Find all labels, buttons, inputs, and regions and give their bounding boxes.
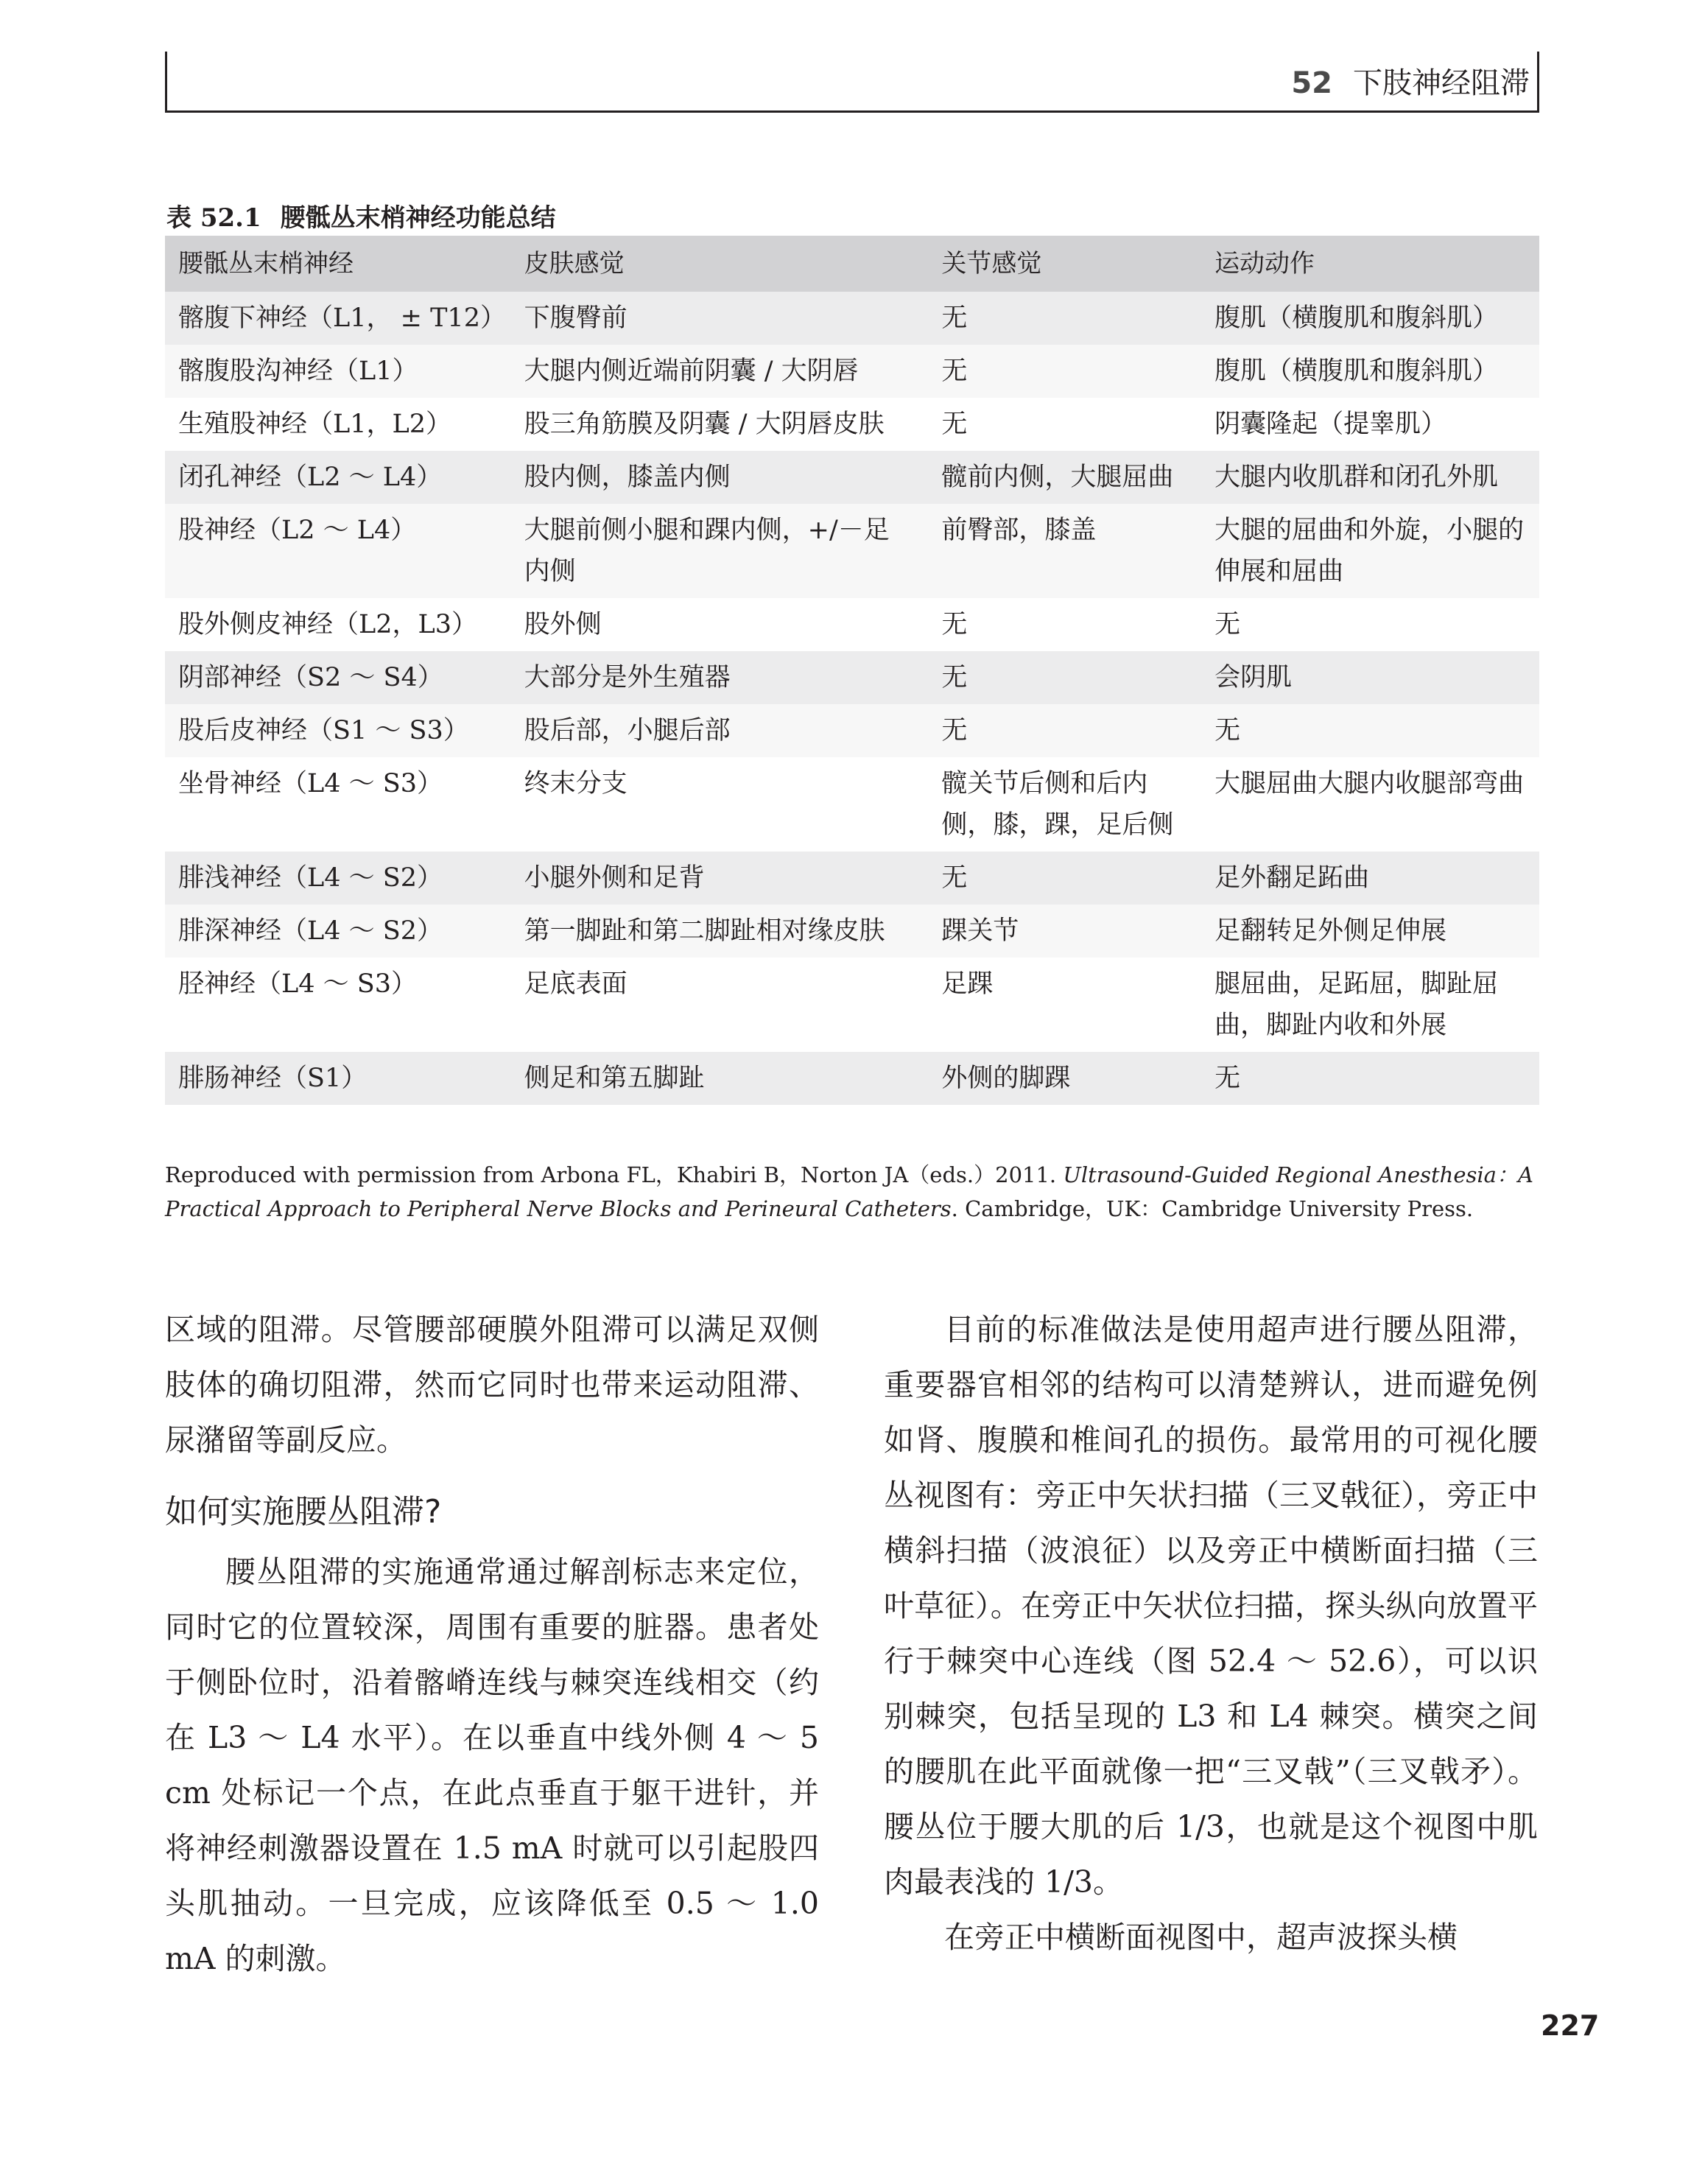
- table-cell: 腿屈曲，足跖屈，脚趾屈曲，脚趾内收和外展: [1201, 958, 1539, 1052]
- header-rule-bottom: [165, 110, 1539, 113]
- table-cell: 阴部神经（S2 ～ S4）: [165, 651, 511, 704]
- left-text-column: [165, 1302, 819, 1987]
- table-cell: 足踝: [928, 958, 1201, 1052]
- table-cell: 大部分是外生殖器: [511, 651, 929, 704]
- table-cell: 无: [1201, 704, 1539, 757]
- table-cell: 阴囊隆起（提睾肌）: [1201, 398, 1539, 451]
- table-cell: 股后部，小腿后部: [511, 704, 929, 757]
- table-row: [165, 958, 1539, 1052]
- chapter-number: 52: [1291, 66, 1332, 100]
- table-cell: 第一脚趾和第二脚趾相对缘皮肤: [511, 905, 929, 958]
- table-cell: 无: [928, 292, 1201, 345]
- table-row: [165, 451, 1539, 504]
- table-cell: 大腿屈曲大腿内收腿部弯曲: [1201, 757, 1539, 852]
- body-paragraph: 目前的标准做法是使用超声进行腰丛阻滞，重要器官相邻的结构可以清楚辨认，进而避免例如肾、腹膜和椎间孔的损伤。最常用的可视化腰丛视图有：旁正中矢状扫描（三叉戟征），旁正中横斜扫描（波浪征）以及旁正中横断面扫描（三叶草征）。在旁正中矢状位扫描，探头纵向放置平行于棘突中心连线（图 52.4 ～ 52.6），可以识别棘突，包括呈现的 L3 和 L4 棘突。横突之间的腰肌在此平面就像一把“三叉戟”（三叉戟矛）。腰丛位于腰大肌的后 1/3，也就是这个视图中肌肉最表浅的 1/3。: [884, 1312, 1538, 1900]
- table-cell: 足底表面: [511, 958, 929, 1052]
- table-cell: 闭孔神经（L2 ～ L4）: [165, 451, 511, 504]
- table-cell: 无: [928, 398, 1201, 451]
- table-cell: 腹肌（横腹肌和腹斜肌）: [1201, 345, 1539, 398]
- table-cell: 股三角筋膜及阴囊 / 大阴唇皮肤: [511, 398, 929, 451]
- chapter-title: 下肢神经阻滞: [1353, 66, 1530, 100]
- table-cell: 腓浅神经（L4 ～ S2）: [165, 852, 511, 905]
- table-cell: 足翻转足外侧足伸展: [1201, 905, 1539, 958]
- table-caption: [166, 197, 556, 234]
- table-cell: 生殖股神经（L1，L2）: [165, 398, 511, 451]
- table-cell: 侧足和第五脚趾: [511, 1052, 929, 1105]
- table-cell: 小腿外侧和足背: [511, 852, 929, 905]
- table-cell: 无: [928, 852, 1201, 905]
- table-row: [165, 704, 1539, 757]
- table-cell: 股后皮神经（S1 ～ S3）: [165, 704, 511, 757]
- table-row: [165, 852, 1539, 905]
- column-header-motor: 运动动作: [1201, 236, 1539, 292]
- table-header-row: [165, 236, 1539, 292]
- table-cell: 踝关节: [928, 905, 1201, 958]
- table-row: [165, 345, 1539, 398]
- table-cell: 无: [928, 598, 1201, 651]
- column-header-cutaneous: 皮肤感觉: [511, 236, 929, 292]
- body-paragraph: 区域的阻滞。尽管腰部硬膜外阻滞可以满足双侧肢体的确切阻滞，然而它同时也带来运动阻滞、尿潴留等副反应。: [165, 1312, 819, 1458]
- table-cell: 无: [1201, 598, 1539, 651]
- table-cell: 髋关节后侧和后内侧，膝，踝，足后侧: [928, 757, 1201, 852]
- page-number: 227: [1541, 2009, 1600, 2042]
- table-cell: 大腿的屈曲和外旋，小腿的伸展和屈曲: [1201, 504, 1539, 598]
- body-paragraph: 在旁正中横断面视图中，超声波探头横: [944, 1920, 1458, 1955]
- right-text-column: [884, 1302, 1538, 1965]
- table-row: [165, 398, 1539, 451]
- table-cell: 终末分支: [511, 757, 929, 852]
- body-paragraph: 腰丛阻滞的实施通常通过解剖标志来定位，同时它的位置较深，周围有重要的脏器。患者处于侧卧位时，沿着髂嵴连线与棘突连线相交（约在 L3 ～ L4 水平）。在以垂直中线外侧 4 ～ 5 cm 处标记一个点，在此点垂直于躯干进针，并将神经刺激器设置在 1.5 mA 时就可以引起股四头肌抽动。一旦完成，应该降低至 0.5 ～ 1.0 mA 的刺激。: [165, 1554, 819, 1976]
- table-cell: 股神经（L2 ～ L4）: [165, 504, 511, 598]
- nerve-function-table: [165, 236, 1539, 1105]
- table-cell: 股内侧，膝盖内侧: [511, 451, 929, 504]
- table-cell: 无: [928, 704, 1201, 757]
- table-caption-title: 腰骶丛末梢神经功能总结: [280, 203, 556, 233]
- column-header-nerve: 腰骶丛末梢神经: [165, 236, 511, 292]
- table-cell: 坐骨神经（L4 ～ S3）: [165, 757, 511, 852]
- table-cell: 下腹臀前: [511, 292, 929, 345]
- table-row: [165, 905, 1539, 958]
- table-cell: 前臀部，膝盖: [928, 504, 1201, 598]
- source-note-suffix: . Cambridge，UK：Cambridge University Press.: [951, 1196, 1474, 1221]
- table-row: [165, 504, 1539, 598]
- table-row: [165, 598, 1539, 651]
- header-rule-left: [165, 52, 167, 112]
- table-cell: 腓深神经（L4 ～ S2）: [165, 905, 511, 958]
- table-caption-number: 表 52.1: [166, 203, 261, 233]
- table-cell: 大腿内收肌群和闭孔外肌: [1201, 451, 1539, 504]
- table-cell: 股外侧皮神经（L2，L3）: [165, 598, 511, 651]
- table-source-note: [165, 1158, 1539, 1226]
- table-cell: 腹肌（横腹肌和腹斜肌）: [1201, 292, 1539, 345]
- table-cell: 会阴肌: [1201, 651, 1539, 704]
- section-heading: 如何实施腰丛阻滞?: [165, 1493, 442, 1531]
- table-row: [165, 292, 1539, 345]
- running-head: [1291, 60, 1530, 106]
- table-cell: 无: [928, 651, 1201, 704]
- table-cell: 髂腹下神经（L1， ± T12）: [165, 292, 511, 345]
- table-row: [165, 651, 1539, 704]
- table-cell: 足外翻足跖曲: [1201, 852, 1539, 905]
- source-note-prefix: Reproduced with permission from Arbona FL，Khabiri B，Norton JA（eds.）2011.: [165, 1162, 1064, 1187]
- table-cell: 胫神经（L4 ～ S3）: [165, 958, 511, 1052]
- table-row: [165, 1052, 1539, 1105]
- column-header-joint: 关节感觉: [928, 236, 1201, 292]
- table-cell: 髂腹股沟神经（L1）: [165, 345, 511, 398]
- table-cell: 外侧的脚踝: [928, 1052, 1201, 1105]
- table-cell: 无: [1201, 1052, 1539, 1105]
- table-cell: 无: [928, 345, 1201, 398]
- table-cell: 股外侧: [511, 598, 929, 651]
- source-note-book-title: Ultrasound-Guided Regional Anesthesia：A Practical Approach to Peripheral Nerve Blocks and Perineural Catheters: [165, 1162, 1533, 1221]
- table-row: [165, 757, 1539, 852]
- table-cell: 大腿前侧小腿和踝内侧，+/－足内侧: [511, 504, 929, 598]
- header-rule-right: [1537, 52, 1539, 113]
- table-cell: 腓肠神经（S1）: [165, 1052, 511, 1105]
- table-cell: 髋前内侧，大腿屈曲: [928, 451, 1201, 504]
- table-cell: 大腿内侧近端前阴囊 / 大阴唇: [511, 345, 929, 398]
